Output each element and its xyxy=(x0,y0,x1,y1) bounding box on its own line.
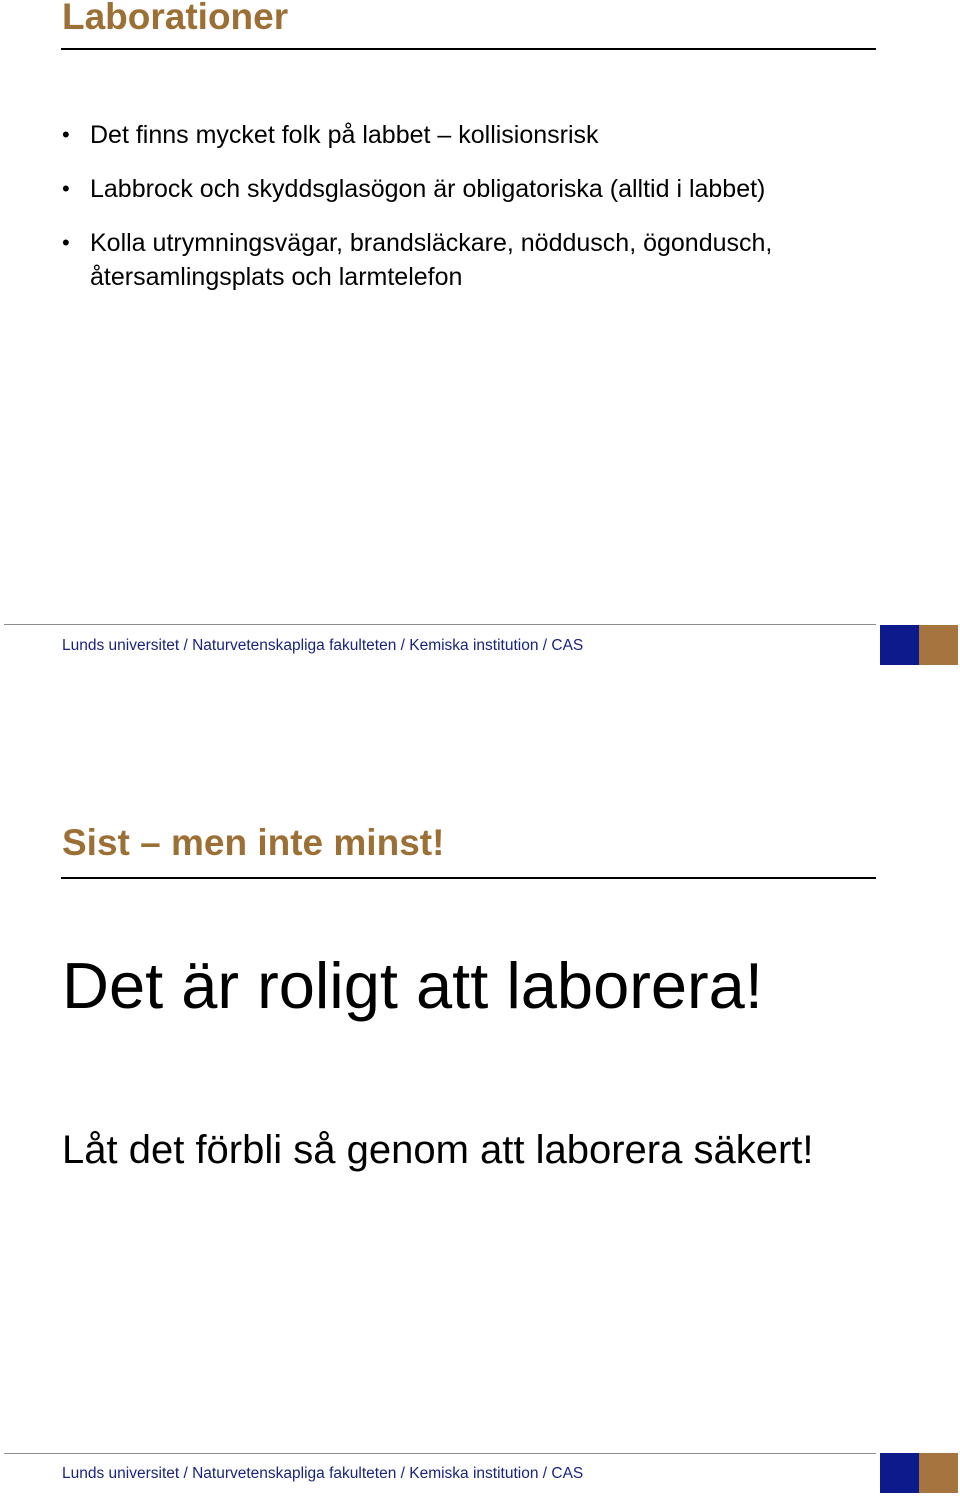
bullet-item: • Det finns mycket folk på labbet – kollisionsrisk xyxy=(62,118,862,152)
slide1-brand-block-gold xyxy=(919,625,958,665)
slide2-footer-text: Lunds universitet / Naturvetenskapliga fakulteten / Kemiska institution / CAS xyxy=(62,1465,584,1482)
slide2-statement: Det är roligt att laborera! xyxy=(62,949,763,1022)
slide1-footer-text: Lunds universitet / Naturvetenskapliga fakulteten / Kemiska institution / CAS xyxy=(62,637,584,654)
slide2-title-rule xyxy=(61,877,876,879)
slide1-footer-rule xyxy=(4,624,876,625)
slide2-substatement: Låt det förbli så genom att laborera säkert! xyxy=(62,1128,814,1172)
slide2-footer-rule xyxy=(4,1453,876,1454)
slide1-brand-block-blue xyxy=(880,625,919,665)
bullet-item: • Labbrock och skyddsglasögon är obligatoriska (alltid i labbet) xyxy=(62,172,862,206)
slide1-title: Laborationer xyxy=(62,0,289,37)
slide2-brand-block-blue xyxy=(880,1453,919,1493)
slide1-bullet-list xyxy=(62,118,862,314)
slide2-title: Sist – men inte minst! xyxy=(62,822,445,863)
slide1-title-rule xyxy=(61,48,876,50)
bullet-item: • Kolla utrymningsvägar, brandsläckare, nöddusch, ögondusch, återsamlingsplats och larmtelefon xyxy=(62,226,862,294)
slide2-brand-block-gold xyxy=(919,1453,958,1493)
